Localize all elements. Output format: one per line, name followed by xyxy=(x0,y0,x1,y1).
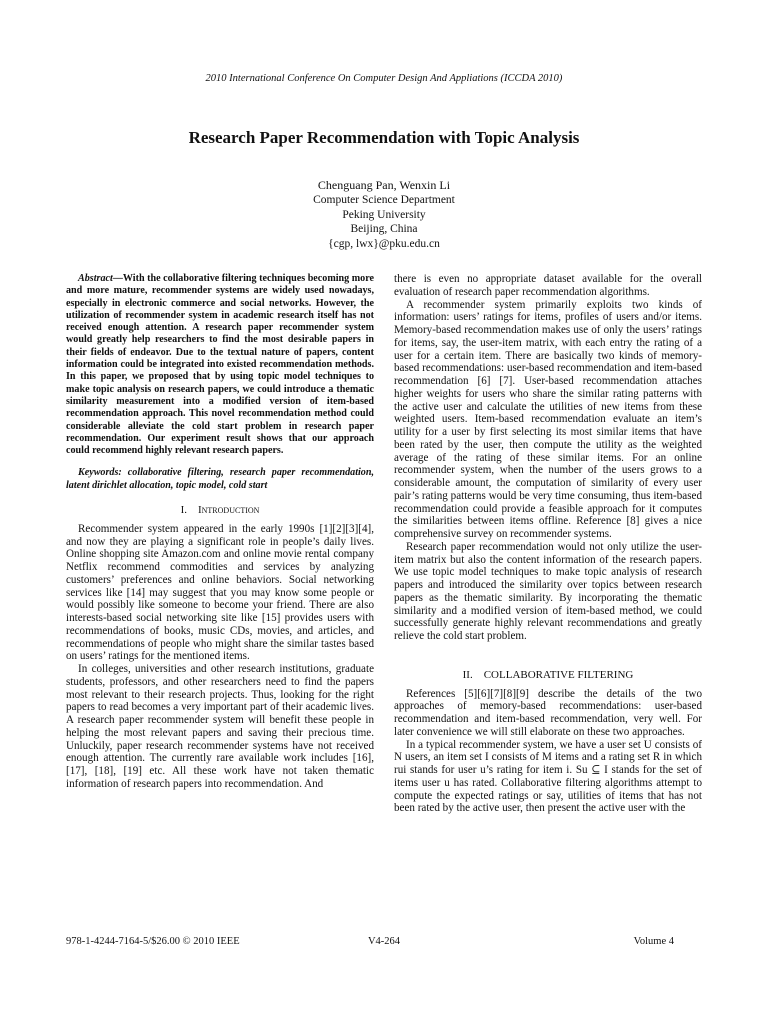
footer-volume: Volume 4 xyxy=(633,936,674,947)
abstract-text: —With the collaborative filtering techniques becoming more and more mature, recommender systems are widely used nowadays, especially in electronic commerce and social networks. However, the utilization of recommender system in academic research itself has not received enough attention. A research paper recommender system would greatly help researchers to find the most desirable papers in their fields of endeavor. Due to the textual nature of papers, content information could be integrated into existed recommendation methods. In this paper, we proposed that by using topic model techniques to make topic analysis on research papers, we could introduce a thematic similarity measurement into a modified version of item-based recommendation approach. This novel recommendation method could considerable alleviate the cold start problem in research paper recommendation. Our experiment result shows that our approach could recommend highly relevant research papers. xyxy=(66,273,374,457)
affiliation-univ: Peking University xyxy=(342,208,426,221)
intro-paragraph-3: A recommender system primarily exploits two kinds of information: users’ ratings for items, profiles of users and/or items. Memory-based recommendation makes use of only the users’ ratings for items, say, the user-item matrix, with each entry the rating of a user for a certain item. There are basically two kinds of memory-based recommendations: user-based recommendation and item-based recommendation [6] [7]. User-based recommendation attaches higher weights for users who share the similar rating patterns with the active user and calculate the utilities of new items from these weighted users. Item-based recommendation evaluate an item’s utility for a user by first selecting its most similar items that have been rated by the user, then compute the utility as the weighted average of the rating of these similar items. For an online recommender system, when the number of the users grows to a considerable amount, the computation of similarity of every user pair’s rating patterns would be very time consuming, thus item-based recommendation could provide a feasible approach for it computes the similarities between items offline. Reference [8] gives a nice comprehensive survey on recommender systems. xyxy=(394,298,702,540)
keywords-lead: Keywords: xyxy=(78,467,122,479)
conference-header: 2010 International Conference On Computer Design And Appliations (ICCDA 2010) xyxy=(205,73,563,84)
section1-number: I. xyxy=(180,504,187,517)
keywords-text: collaborative filtering, research paper recommendation, latent dirichlet allocation, topic model, cold start xyxy=(66,467,374,491)
cf-paragraph-2: In a typical recommender system, we have a user set U consists of N users, an item set I consists of M items and a rating set R in which rui stands for user u’s rating for item i. Su ⊆ I stands for the set of items user u has rated. Collaborative filtering algorithms attempt to compute the expected ratings or say, utilities of items that has not been rated by the active user, then present the active user with the xyxy=(394,738,702,815)
intro-paragraph-4: Research paper recommendation would not only utilize the user-item matrix but also the content information of the research papers. We use topic model techniques to make topic analysis of research papers and introduced the similarity over topics between research papers as the thematic similarity. By incorporating the thematic similarity and a modified version of item-based method, we could successfully generate highly relevant recommendations and greatly relieve the cold start problem. xyxy=(394,540,702,642)
keywords xyxy=(66,467,374,492)
affiliation xyxy=(0,193,768,251)
affiliation-email[interactable]: {cgp, lwx}@pku.edu.cn xyxy=(328,237,440,250)
abstract-lead: Abstract xyxy=(78,273,113,284)
intro-paragraph-1: Recommender system appeared in the early 1990s [1][2][3][4], and now they are playing a significant role in people’s daily lives. Online shopping site Amazon.com and online movie rental company Netflix recommend commodities and services by analyzing customers’ preferences and online behaviors. Social networking services like [14] may suggest that you may know some people or would possibly like someone to become your friend. There are also interests-based social networking site like [15] provides users with recommendations of books, music CDs, movies, and articles, and recommendations of people who might share the similar tastes based on users’ ratings for the mentioned items. xyxy=(66,522,374,663)
right-column xyxy=(394,273,702,815)
authors: Chenguang Pan, Wenxin Li xyxy=(317,178,451,192)
section-heading-collaborative-filtering xyxy=(394,669,702,682)
left-column xyxy=(66,273,374,791)
section1-title: Introduction xyxy=(197,504,260,517)
section-heading-introduction xyxy=(66,504,374,517)
abstract xyxy=(66,273,374,457)
intro-paragraph-2-continued: there is even no appropriate dataset available for the overall evaluation of research paper recommendation algorithms. xyxy=(394,273,702,298)
footer-page-number: V4-264 xyxy=(367,936,401,947)
section2-title: COLLABORATIVE FILTERING xyxy=(483,668,634,681)
affiliation-dept: Computer Science Department xyxy=(313,194,455,206)
footer-isbn: 978-1-4244-7164-5/$26.00 © 2010 IEEE xyxy=(66,936,240,947)
intro-paragraph-2: In colleges, universities and other research institutions, graduate students, professors, and other researchers need to find the papers most relevant to their research projects. Thus, looking for the right papers to read becomes a very important part of their academic lives. A research paper recommender system will benefit these people in helping the most relevant papers and saving their precious time. Unluckily, paper research recommender systems have not received enough attention. The currently rare available work includes [16], [17], [18], [19] etc. All these work have not taken thematic information of research papers into recommendation. And xyxy=(66,663,374,790)
section2-number: II. xyxy=(462,668,473,681)
cf-paragraph-1: References [5][6][7][8][9] describe the details of the two approaches of memory-based recommendations: user-based recommendation and item-based recommendation, very well. For later convenience we will still elaborate on these two approaches. xyxy=(394,687,702,738)
paper-title: Research Paper Recommendation with Topic Analysis xyxy=(188,128,580,147)
affiliation-city: Beijing, China xyxy=(350,223,418,235)
